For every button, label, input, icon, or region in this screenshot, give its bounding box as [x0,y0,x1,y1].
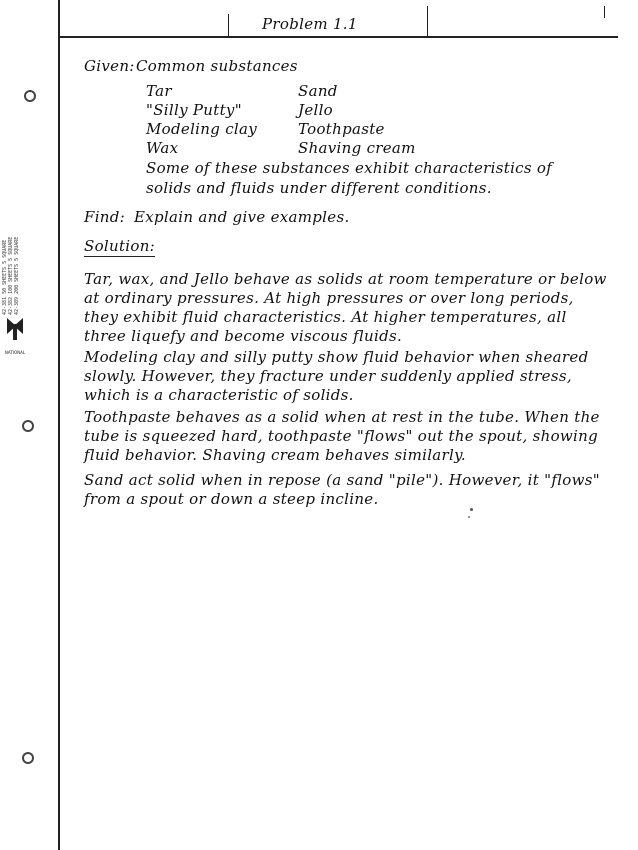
solution-paragraph-1 [84,270,624,346]
solution-line: Modeling clay and silly putty show fluid behavior when sheared [84,348,589,366]
binder-hole-middle [22,420,34,432]
find-label: Find: [84,208,126,226]
given-text: Common substances [136,57,298,75]
given-note [146,158,552,198]
imprint-line: 42-389 200 SHEETS 5 SQUARE [14,236,20,315]
imprint-line: 42-381 50 SHEETS 5 SQUARE [2,239,8,315]
substance-item: Shaving cream [298,139,416,157]
solution-paragraph-2 [84,348,624,405]
header-divider-right [427,6,428,36]
solution-paragraph-4 [84,471,624,509]
substance-item: Wax [146,139,179,157]
solution-line: three liquefy and become viscous fluids. [84,327,403,345]
solution-line: from a spout or down a steep incline. [84,490,379,508]
pen-mark [470,508,473,511]
note-line: Some of these substances exhibit characteristics of [146,159,553,177]
solution-line: which is a characteristic of solids. [84,386,354,404]
national-logo [4,314,26,358]
logo-brand-text: NATIONAL [4,350,26,355]
substance-item: Tar [146,82,172,100]
substance-list-right [298,82,416,158]
note-line: solids and fluids under different conditions. [146,179,492,197]
substance-item: Toothpaste [298,120,385,138]
pen-mark [468,516,470,518]
solution-line: tube is squeezed hard, toothpaste "flows" out the spout, showing [84,427,599,445]
substance-item: Modeling clay [146,120,258,138]
substance-item: Sand [298,82,338,100]
given-label: Given: [84,57,135,75]
page-title: Problem 1.1 [262,15,358,33]
header-divider-left [228,14,229,36]
header-rule [58,36,618,38]
solution-line: Toothpaste behaves as a solid when at rest in the tube. When the [84,408,600,426]
substance-item: "Silly Putty" [146,101,242,119]
solution-line: they exhibit fluid characteristics. At higher temperatures, all [84,308,567,326]
solution-line: at ordinary pressures. At high pressures or over long periods, [84,289,574,307]
solution-label: Solution: [84,237,156,255]
binder-hole-top [24,90,36,102]
find-text: Explain and give examples. [134,208,350,226]
solution-line: Sand act solid when in repose (a sand "pile"). However, it "flows" [84,471,600,489]
binder-hole-bottom [22,752,34,764]
imprint-line: 42-382 100 SHEETS 5 SQUARE [8,236,14,315]
solution-line: Tar, wax, and Jello behave as solids at room temperature or below [84,270,607,288]
substance-list-left [146,82,257,158]
header-tick-right [604,6,605,18]
substance-item: Jello [298,101,334,119]
paper-imprint [2,205,26,315]
solution-line: slowly. However, they fracture under suddenly applied stress, [84,367,572,385]
solution-paragraph-3 [84,408,624,465]
left-margin-line [58,0,60,850]
solution-line: fluid behavior. Shaving cream behaves similarly. [84,446,466,464]
